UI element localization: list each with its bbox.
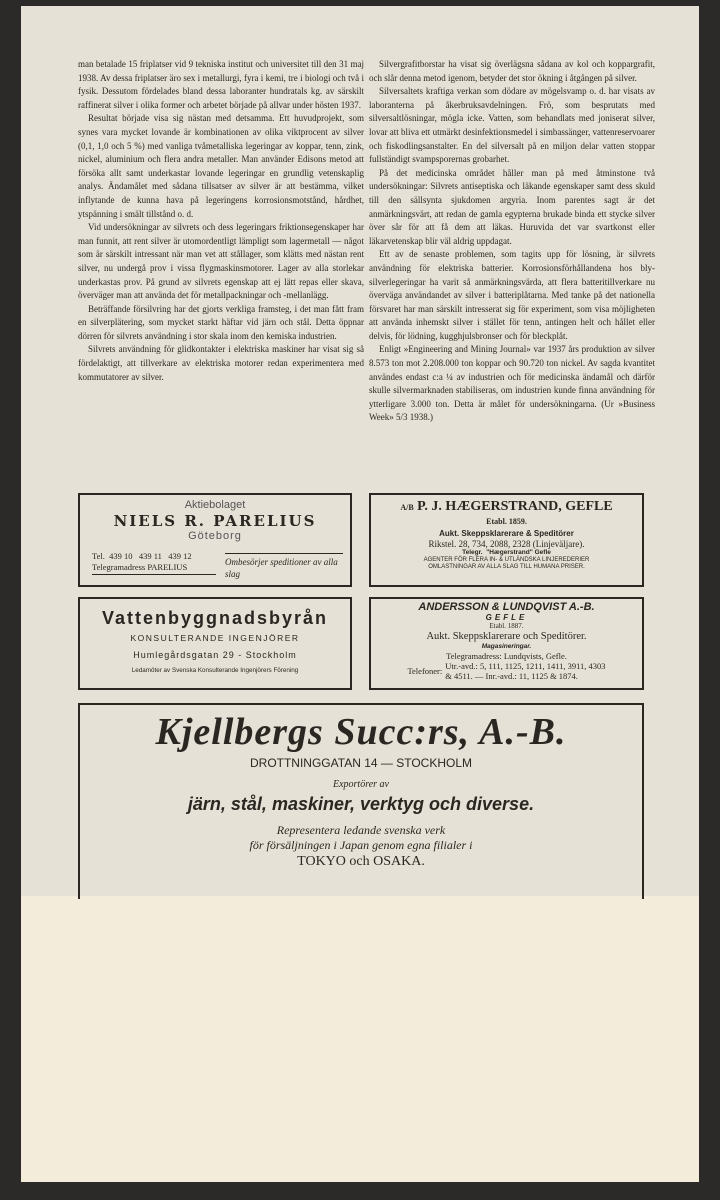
ad-city: GEFLE <box>485 613 528 622</box>
ad-company-name: NIELS R. PARELIUS <box>113 512 317 530</box>
ad-telegram: Telegramadress: Lundqvists, Gefle. <box>446 651 567 661</box>
ad-trade: Aukt. Skeppsklarerare & Speditörer <box>439 529 574 538</box>
ad-pre: Aktiebolaget <box>184 499 246 511</box>
paragraph: Silvrets användning för glidkontakter i elektriska maskiner har visat sig så fördelaktigt, att tillverkare av elektriska motorer redan experimentera med kommutatorer av silver. <box>78 344 364 382</box>
ad-representation: Representera ledande svenska verk <box>276 823 446 837</box>
ad-trade: Aukt. Skeppsklarerare och Speditörer. <box>426 631 587 642</box>
ad-subtitle: KONSULTERANDE INGENJÖRER <box>130 633 300 643</box>
ad-agents: OMLASTNINGAR AV ALLA SLAG TILL HUMANA PRISER. <box>428 564 585 570</box>
ad-parelius <box>78 493 352 587</box>
paragraph: På det medicinska området håller man på med åtminstone två undersökningar: Silvrets antiseptiska och läkande egenskaper samt dess skuld till den sällsynta sjukdomen argyria. Inom parentes sagt är det anmärkningsvärt, att redan de gamla egypterna brukade binda ett stycke silver över sår för att få dem att läkas. Huruvida det var svartkonst eller läkarvetenskap blir väl aldrig uppdagat. <box>369 167 655 246</box>
ad-vattenbyggnadsbyran <box>78 597 352 690</box>
ad-phones: Utr.-avd.: 5, 111, 1125, 1211, 1411, 3911, 4303 <box>445 661 606 671</box>
paragraph: Silvergrafitborstar ha visat sig överlägsna sådana av kol och koppargrafit, och slår denna metod igenom, betyder det stor ökning i åtgången på silver. <box>369 59 655 83</box>
ad-exporters: Exportörer av <box>332 779 389 790</box>
ad-andersson-lundqvist <box>369 597 644 690</box>
ad-company-name: Vattenbyggnadsbyrån <box>101 608 329 628</box>
ad-telegram: Telegramadress PARELIUS <box>92 562 216 575</box>
ad-representation: för försäljningen i Japan genom egna filialer i <box>249 838 473 852</box>
article-right-column <box>369 58 655 425</box>
ad-estab: Etabl. 1859. <box>486 517 527 526</box>
ad-membership: Ledamöter av Svenska Konsulterande Ingenjörers Förening <box>131 667 299 674</box>
ad-telegram: Telegr. "Hægerstrand" Gefle <box>462 549 551 556</box>
ad-cities: TOKYO och OSAKA. <box>297 854 425 869</box>
ad-ab: A/B <box>400 503 414 512</box>
ad-agents: AGENTER FÖR FLERA IN- & UTLÄNDSKA LINJEREDERIER <box>423 557 590 563</box>
paragraph: Beträffande försilvring har det gjorts verkliga framsteg, i det man fått fram en silverplätering, som mycket starkt häftar vid järn och stål. Detta öppnar dörren för silvrets användning i stor skala inom den kemiska industrien. <box>78 303 364 341</box>
ad-company-name: ANDERSSON & LUNDQVIST A.-B. <box>418 601 595 613</box>
ad-city: Göteborg <box>188 530 242 542</box>
ad-phone: Rikstel. 28, 734, 2088, 2328 (Linjeväljare). <box>428 539 585 549</box>
paragraph: Enligt »Engineering and Mining Journal» var 1937 års produktion av silver 8.573 ton mot 2.208.000 ton koppar och 90.720 ton nickel. Av sagda kvantitet användes endast c:a ¼ av industrien och för medicinska ändamål och därför skulle silvermarknaden stabiliseras, om industrien kunde finna användning för ytterligare 3.000 ton. Detta är målet för undersökningarna. (Ur »Business Week» 5/3 1938.) <box>369 344 655 423</box>
ad-address: Humlegårdsgatan 29 - Stockholm <box>133 650 297 660</box>
ad-company-name: Kjellbergs Succ:rs, A.-B. <box>155 711 567 753</box>
ad-haegerstrand <box>369 493 644 587</box>
ad-storage: Magasineringar. <box>481 643 532 650</box>
ad-phones: & 4511. — Inr.-avd.: 11, 1125 & 1874. <box>445 671 578 681</box>
ad-kjellbergs <box>78 703 644 899</box>
ad-service: Ombesörjer speditioner av alla slag <box>225 553 343 580</box>
ad-goods: järn, stål, maskiner, verktyg och diverse. <box>187 794 535 814</box>
paragraph: Resultat började visa sig nästan med detsamma. Ett huvudprojekt, som synes vara mycket lovande är kombinationen av olika viktprocent av silver (0,1, 1,0 och 5 %) med vanliga tvåmetalliska legeringar av koppar, tenn, zink, nickel, aluminium och flera andra metaller. Man använder Edisons metod att försöka allt samt underkastar lovande legeringar en grundlig vetenskaplig analys. Ändamålet med sådana tillsatser av silver är att bestämma, vilket inflytande de kunna hava på legeringens korrosionsmotstånd, hårdhet, ytspänning i smält tillstånd o. d. <box>78 113 364 219</box>
article-left-column <box>78 58 364 384</box>
ad-estab: Etabl. 1887. <box>489 622 524 630</box>
ad-company-name: P. J. HÆGERSTRAND, GEFLE <box>417 499 613 514</box>
ad-phones-label: Telefoner: <box>407 666 443 676</box>
ad-address: DROTTNINGGATAN 14 — STOCKHOLM <box>249 756 473 770</box>
paragraph: Silversaltets kraftiga verkan som dödare av mögelsvamp o. d. har visats av laboranterna på åkerbruksavdelningen. Frö, som besprutats med silversaltlösningar, mögla icke. Vatten, som behandlats med joniserat silver, lovar att bliva ett utmärkt desinfektionsmedel i simbassänger, vattenreservoarer och fiskodlingsanstalter. En del silversalt på en miljon delar vatten stoppar fullständigt svampsporernas grobarhet. <box>369 86 655 165</box>
ad-tel: Tel. 439 10 439 11 439 12 <box>92 551 192 561</box>
paragraph: Vid undersökningar av silvrets och dess legeringars friktionsegenskaper har man funnit, att rent silver är utomordentligt lämpligt som lagermetall — något som är särskilt intressant när man vet att stållager, som klätts med nästan rent silver, nu undergå prov i vissa flygmaskinsmotorer. Lager av alla storlekar underkastas prov. På grund av silvrets egenskap att ej lätt repas eller skava, överväger man att använda det för metallpackningar och -mellanlägg. <box>78 222 364 301</box>
paragraph: Ett av de senaste problemen, som tagits upp för lösning, är silvrets användning för elektriska batterier. Korrosionsförhållandena hos bly-silverlegeringar ha varit så anmärkningsvärda, att flera batteritillverkare nu överväga användandet av silver i batteriplåtarna. Med tanke på det nationella försvaret har man särskilt intresserat sig för experiment, som visa möjligheten att använda inhemskt silver i stället för tenn, antingen helt och hållet eller delvis, för lödning, kugghjulsbronser och för bleckplåt. <box>369 249 655 341</box>
paragraph: man betalade 15 friplatser vid 9 tekniska institut och universitet till den 31 maj 1938. Av dessa friplatser äro sex i metallurgi, fyra i kemi, tre i biologi och två i fysik. Dessutom fördelades bland dessa laboranter hundratals kg. av särskilt raffinerat silver i olika former och arbetet började på allvar under hösten 1937. <box>78 59 364 110</box>
